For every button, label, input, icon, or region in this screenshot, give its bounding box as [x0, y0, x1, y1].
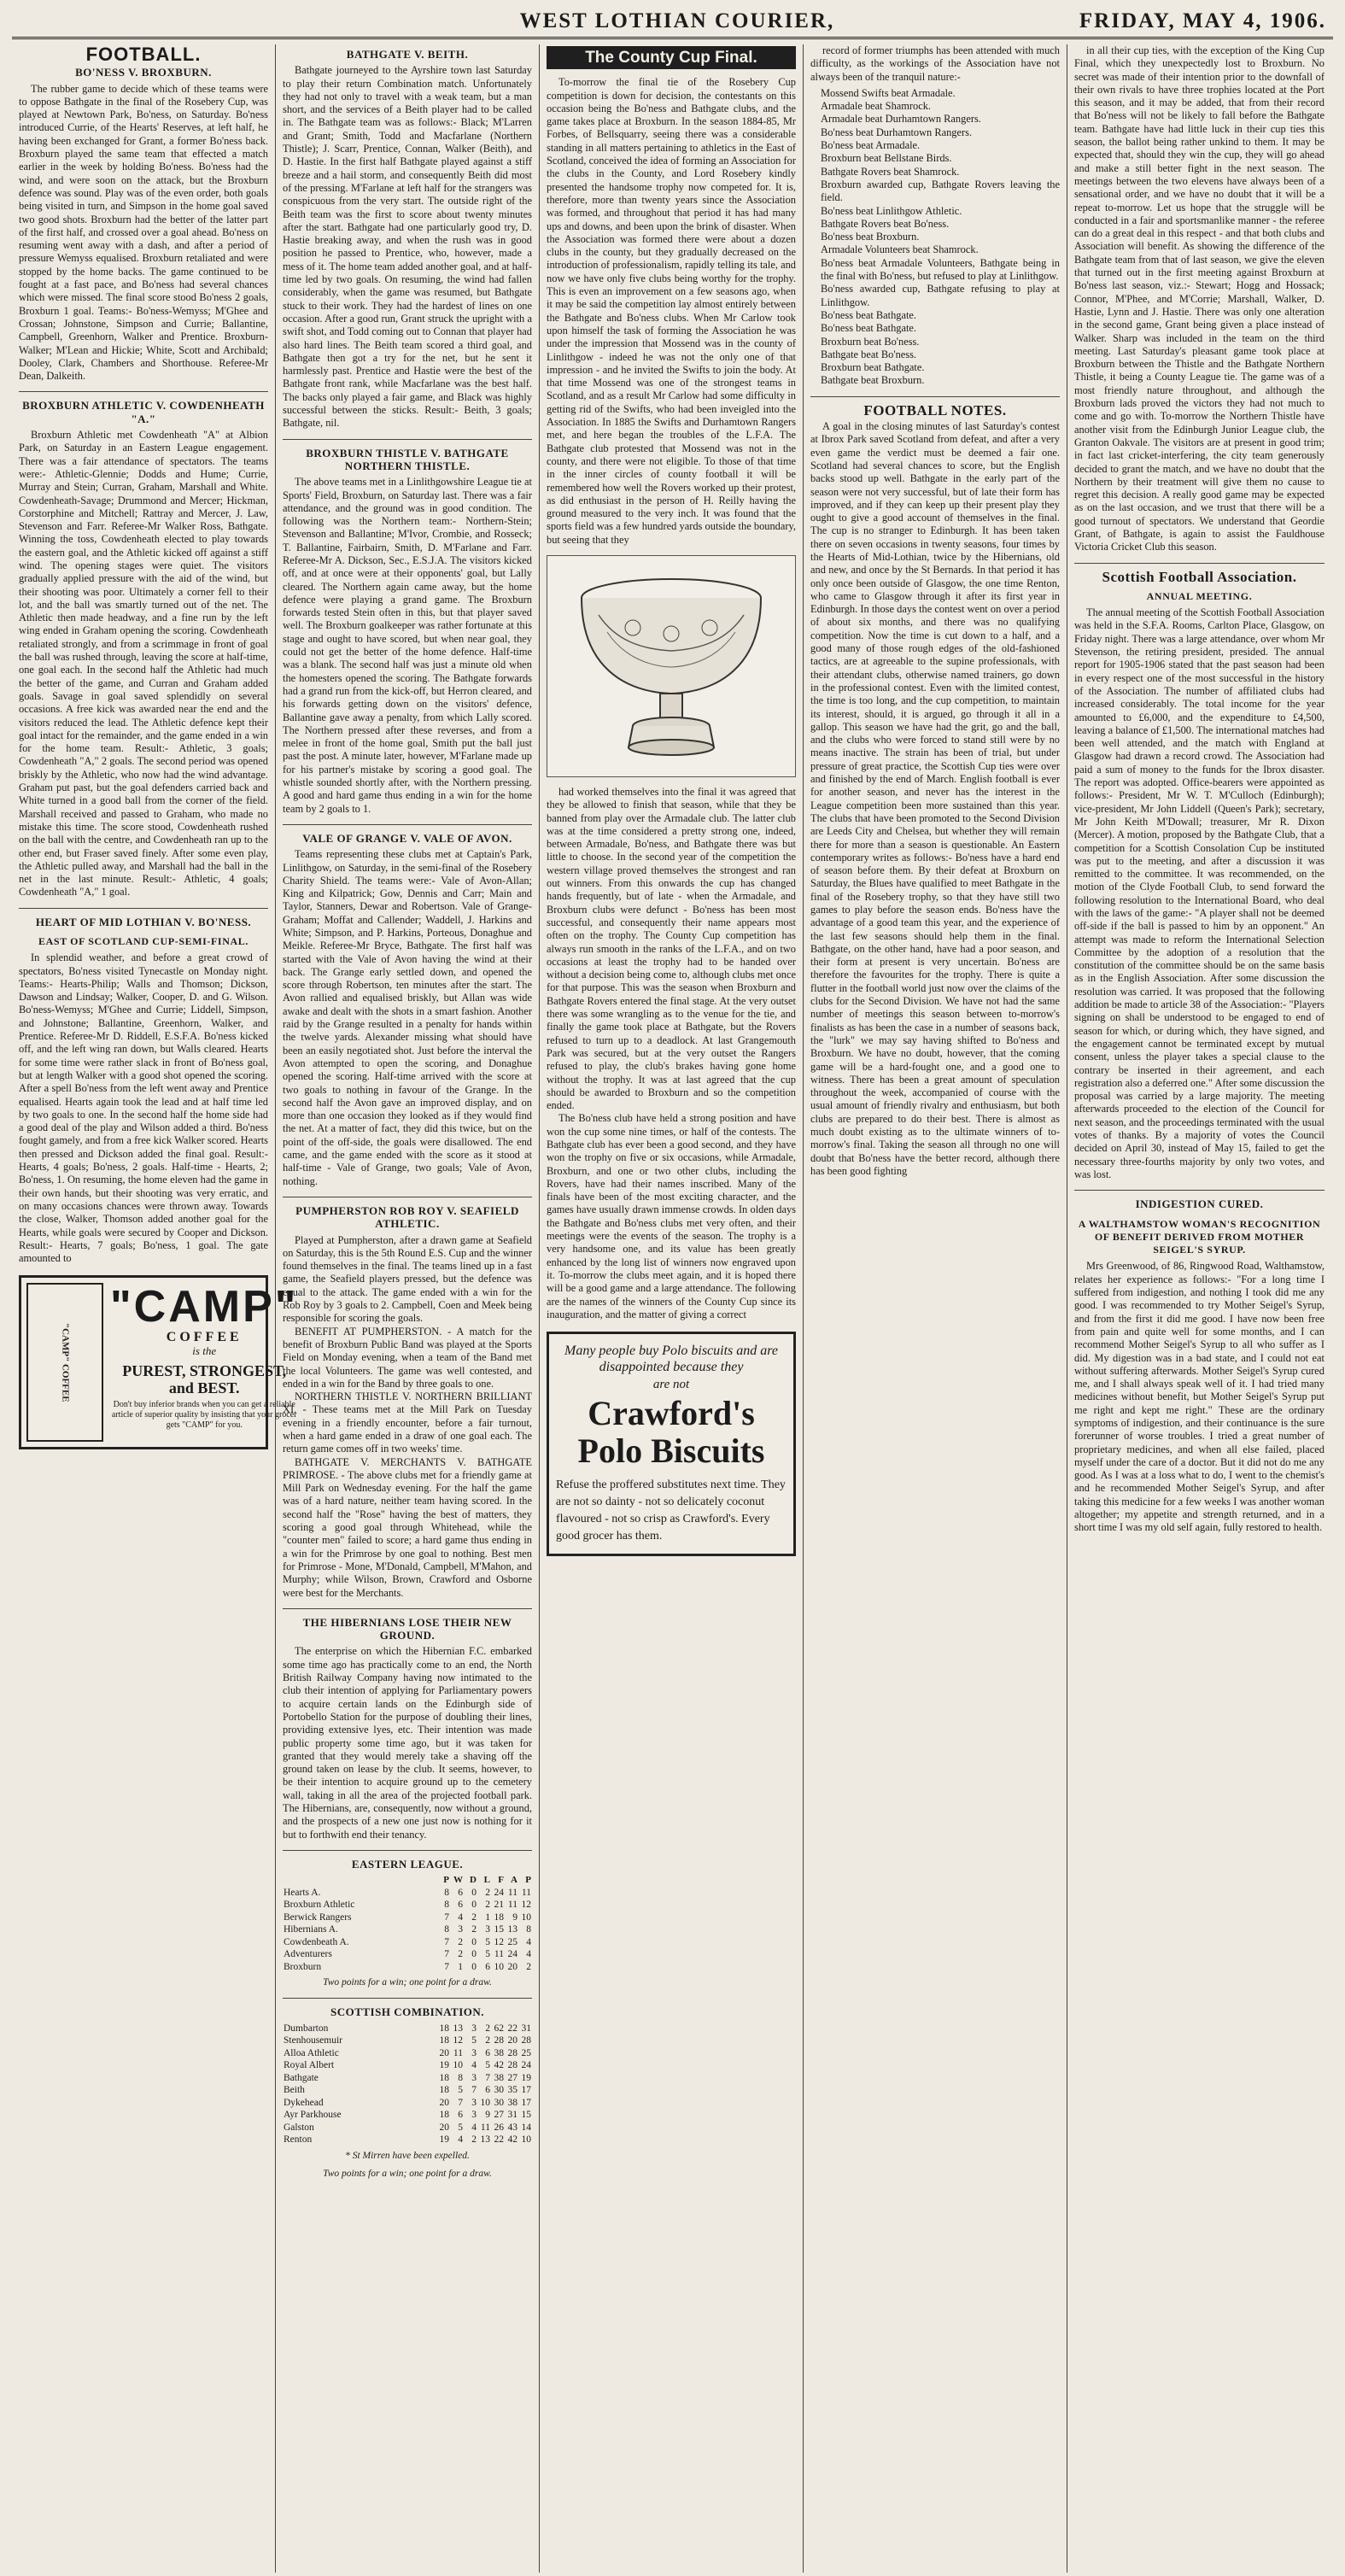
stat-cell: 7: [471, 2085, 477, 2096]
league-header-row: [283, 1874, 532, 1887]
stat-cell: 5: [485, 1949, 490, 1960]
list-item: Broxburn awarded cup, Bathgate Rovers leaving the field.: [821, 178, 1060, 204]
column-2: [276, 44, 540, 2573]
rosebery-cup-illustration: [547, 555, 796, 777]
league-note: Two points for a win; one point for a draw.: [323, 1977, 492, 1988]
stat-cell: 8: [444, 1900, 449, 1911]
article-heading: BO'NESS V. BROXBURN.: [75, 66, 212, 79]
stat-cell: 27: [507, 2072, 518, 2083]
stat-cell: 42: [494, 2060, 504, 2071]
list-item: Broxburn beat Bellstane Birds.: [821, 152, 952, 165]
stat-cell: 24: [494, 1887, 504, 1898]
article-heading: HEART OF MID LOTHIAN V. BO'NESS.: [19, 908, 268, 928]
article-body: Teams representing these clubs met at Captain's Park, Linlithgow, on Saturday, in the semi-final of the Rosebery Charity Shield. The teams were:- Vale of Avon-Allan; King and Kilpatrick; Gow, Dennis and Carr; Main and Taylor, Stanners, Dewar and Robertson. Vale of Grange-Graham; Moffat and Callender; Waddell, J. Harkins and White; Simpson, and P. Harkins, Porteous, Donaghue and Meikle. Referee-Mr Bryce, Bathgate. The first half was started with the Vale of Avon having the wind at their back. The Grange early settled down, and opened the score through Robertson, ten minutes after the start. The Avon rallied and equalised briskly, but Allan was wide awake and dealt with the shots in a smart fashion. Another raid by the Grange resulted in a penalty for hands within the twelve yards. Alexander missing what should have been an easily negotiated shot. Just before the interval the Avon attempted to open the scoring, and Donaghue opened the scoring. Half-time arrived with the score at two goals to nothing in favour of the Grange. In the second half the Avon gave an improved display, and on more than one occasion they looked as if they would find the net. At a matter of fact, they did this twice, but on the point of the off-side, the goals were disallowed. The end came, and the game ended with the score as it stood at half-time - Vale of Grange, two goals; Vale of Avon, nothing.: [283, 848, 532, 1187]
stat-cell: 9: [512, 1912, 518, 1923]
stat-cell: 25: [507, 1936, 518, 1947]
table-row: [283, 1936, 532, 1949]
article-body: The rubber game to decide which of these teams were to oppose Bathgate in the final of the Rosebery Cup, was played at Newtown Park, Bo'ness, on Saturday. Bo'ness introduced Currie, of the Hearts' Reserves, at left half, he having been exchanged for Grant, a former Bo'ness back. Broxburn played the same team that effected a match earlier in the week by holding Bo'ness. Bo'ness had the wind, and were soon on the attack, but the Broxburn defence was sound. Play was of the even order, both goals being visited in turn, and Simpson in the home goal saved two good shots. Broxburn had the better of the latter part of the first half, and crossed over a goal ahead. Bo'ness on resuming went away with a dash, and after a period of pressure Wemyss equalised. Broxburn retaliated and were stopped by the home backs. The game continued to be fought at a fast pace, and Bo'ness had several chances which were missed. The final score stood Bo'ness 2 goals, Broxburn 1 goal. Teams:- Bo'ness-Wemyss; M'Ghee and Crossan; Johnstone, Simpson and Currie; Ballantine, Campbell, Greenhorn, Walker and Prentice. Broxburn-Walker; M'Lean and Hickie; White, Scott and Archibald; Dooley, Clark, Chambers and Shorthouse. Referee-Mr Dean, Dalkeith.: [19, 82, 268, 383]
article-body: record of former triumphs has been attended with much difficulty, as the workings of the Association have not always been of the tranquil nature:-: [810, 44, 1060, 83]
article-body: had worked themselves into the final it was agreed that they be allowed to finish that season, while that they be banned from play over the Armadale club. The latter club was at the time considered a pretty strong one, indeed, between Armadale, Bo'ness, and Bathgate there was but little to choose. In the second year of the competition the western village proved themselves the strongest and ran out winners. From this onwards the cup has changed hands frequently, but of late - when the Armadale, and Broxburn clubs were defunct - Bo'ness has been most successful, and consequently their name appears most often on the trophy. The County Cup competition has always run smooth in the ranks of the L.F.A., and on two occasions at least the trophy had to be handed over without a decision being come to, although clubs met once for that purpose. This was the season when Broxburn and Bathgate Rovers entered the final stage. At the very outset there was some wrangling as to the venue for the tie, and finally the game took place at Bathgate, but the Rovers refused to turn up to a deadlock. At last Grangemouth Park was secured, but at the very outset the Rangers refused to play, the club's brakes having gone home without the trophy. It was at last agreed that the cup should be awarded to Broxburn and so the competition ended.: [547, 785, 796, 1112]
stat-cell: 13: [453, 2023, 463, 2034]
stat-cell: 8: [458, 2072, 463, 2083]
article-heading: BATHGATE V. BEITH.: [346, 48, 469, 61]
article-body: The Bo'ness club have held a strong position and have won the cup some nine times, or half of the contests. The Bathgate club has ever been a good second, and they have won the trophy on five or six occasions, while Armadale, Broxburn, and one or two other clubs, including the Rovers, have had their names inscribed. Many of the finals have been of the most exciting character, and the games have usually drawn immense crowds. In olden days the Bathgate and Bo'ness clubs met very often, and their meetings were the events of the season. The trophy is a very handsome one, and its value has been greatly enhanced by the long list of winners now engraved upon it. To-morrow the clubs meet again, and it is hoped there will be a good game and a large attendance. The following are the names of the winners of the County Cup since its inauguration, and the matter of giving a correct: [547, 1112, 796, 1320]
stat-cell: 8: [526, 1924, 531, 1935]
stat-cell: 22: [494, 2134, 504, 2146]
stat-cell: 11: [521, 1887, 531, 1898]
eastern-league-rows: [283, 1887, 532, 1974]
stat-cell: 10: [480, 2097, 490, 2108]
team-name-cell: Alloa Athletic: [284, 2047, 339, 2058]
stat-cell: 2: [471, 2134, 477, 2146]
stat-cell: 10: [521, 1912, 531, 1923]
stat-cell: 7: [458, 2097, 463, 2108]
team-name-cell: Bathgate: [284, 2072, 319, 2083]
stat-cell: 4: [526, 1936, 531, 1947]
stat-cell: 2: [458, 1949, 463, 1960]
stat-cell: 12: [494, 1936, 504, 1947]
column-3: [540, 44, 804, 2573]
list-item: Bo'ness awarded cup, Bathgate refusing to play at Linlithgow.: [821, 283, 1060, 308]
table-row: [283, 1923, 532, 1936]
stat-cell: 14: [521, 2122, 531, 2133]
stat-cell: 8: [444, 1924, 449, 1935]
stat-cell: 2: [485, 2023, 490, 2034]
article-subheading: EAST OF SCOTLAND CUP-SEMI-FINAL.: [38, 935, 249, 947]
stat-cell: 5: [471, 2035, 477, 2046]
stat-cell: 4: [458, 1912, 463, 1923]
article-body: The enterprise on which the Hibernian F.C. embarked some time ago has practically come to an end, the North British Railway Company having now intimated to the club their intention of applying for Parliamentary powers to acquire certain lands on the Edinburgh side of Portobello Station for the purpose of doubling their lines, providing extensive lyes, etc. Their intention was made public property some time ago, but it was taken for granted that they would merely take a shaving off the ground taken on lease by the club. It seems, however, to be their intention to acquire ground up to the cemetery wall, taking in all the area of the projected football park. The Hibernians, are, consequently, now without a ground, and the prospects of a new one just now is nothing for it but to forthwith end their tenancy.: [283, 1645, 532, 1841]
team-name-cell: Royal Albert: [284, 2060, 335, 2071]
article-body: To-morrow the final tie of the Rosebery Cup competition is down for decision, the contestants on this occasion being the Bo'ness and Bathgate clubs, and the game takes place at Broxburn. In the season 1884-85, Mr Forbes, of Bellsquarry, seeing there was a considerable standing in all matters pertaining to athletics in the East of Scotland, conceived the idea of forming an Association for the clubs in the County, and Lord Rosebery kindly presented the handsome trophy now competed for. It is, therefore, more than twenty years since the Association was formed, and throughout that period it has had many ups and downs, and been upon the brink of disaster. When the Association was formed there were about a dozen clubs in the county, but they gradually decreased on the introduction of professionalism, rapidly telling its tale, and now we have only five clubs being worthy for the trophy. This is even an improvement on a few seasons ago, when it may be said the competition lay almost entirely between the Bathgate and Bo'ness clubs. When Mr Carlow took upon himself the task of forming the Association he was under the impression that Mossend was in the county of Linlithgow - indeed he was not the only one of that impression - and he invited the Swifts to join the body. At that time Mossend was one of the strongest teams in Scotland, and as a result Mr Carlow had some difficulty in getting rid of the Swifts, who had been inveigled into the Association. In 1885 the Swifts and Durhamtown Rangers met, and here began the troubles of the L.F.A. The Bathgate club protested that Mossend was not in the county, and there were not eligible. To those of that time in the inner circles of county football it will be remembered how well the Rovers worked up their protest, as did enthusiast in the person of H. Reilly having the ground measured to the very inch. It was found that the sports field was a few hundred yards outside the boundary, but seeing that they: [547, 76, 796, 546]
stat-cell: 8: [444, 1887, 449, 1898]
advert-product: COFFEE: [166, 1330, 243, 1345]
stat-cell: 20: [439, 2122, 449, 2133]
stat-cell: 28: [507, 2047, 518, 2058]
stat-cell: 2: [485, 1900, 490, 1911]
list-item: Bathgate Rovers beat Shamrock.: [821, 165, 960, 178]
stat-cell: 11: [507, 1900, 518, 1911]
article-body: NORTHERN THISTLE V. NORTHERN BRILLIANT XI. - These teams met at the Mill Park on Tuesday evening in a friendly encounter, before a fair turnout, when a hard game ended in a draw of one goal each. The return game comes off in two weeks' time.: [283, 1390, 532, 1455]
advert-tagline: Don't buy inferior brands when you can get a reliable article of superior quality by insisting that your grocer gets "CAMP" for you.: [111, 1400, 297, 1431]
stat-cell: 26: [494, 2122, 504, 2133]
stat-cell: 13: [480, 2134, 490, 2146]
stat-cell: 9: [485, 2110, 490, 2121]
masthead-date: FRIDAY, MAY 4, 1906.: [1079, 9, 1326, 32]
table-row: [283, 1912, 532, 1924]
county-cup-banner: The County Cup Final.: [547, 46, 796, 69]
camp-coffee-advert: [19, 1275, 299, 1449]
stat-cell: 15: [521, 2110, 531, 2121]
stat-cell: 5: [458, 2122, 463, 2133]
league-header-cell: L: [483, 1875, 490, 1886]
crawfords-polo-advert: [547, 1332, 796, 1556]
stat-cell: 22: [507, 2023, 518, 2034]
stat-cell: 12: [521, 1900, 531, 1911]
list-item: Bo'ness beat Armadale.: [821, 139, 921, 152]
stat-cell: 19: [439, 2134, 449, 2146]
list-item: Bo'ness beat Durhamtown Rangers.: [821, 126, 973, 138]
stat-cell: 24: [521, 2060, 531, 2071]
eastern-league-table: [283, 1874, 532, 1973]
combination-title: SCOTTISH COMBINATION.: [283, 1998, 532, 2018]
stat-cell: 11: [507, 1887, 518, 1898]
stat-cell: 17: [521, 2097, 531, 2108]
stat-cell: 43: [507, 2122, 518, 2133]
stat-cell: 28: [494, 2035, 504, 2046]
stat-cell: 31: [521, 2023, 531, 2034]
league-header-cell: [283, 1874, 436, 1887]
stat-cell: 21: [494, 1900, 504, 1911]
table-row: [283, 2034, 532, 2047]
stat-cell: 11: [494, 1949, 504, 1960]
stat-cell: 18: [439, 2035, 449, 2046]
stat-cell: 38: [494, 2047, 504, 2058]
stat-cell: 7: [444, 1936, 449, 1947]
list-item: Armadale beat Shamrock.: [821, 100, 932, 113]
league-header-cell: A: [511, 1875, 518, 1886]
table-row: [283, 2047, 532, 2060]
stat-cell: 2: [471, 1912, 477, 1923]
league-title: EASTERN LEAGUE.: [283, 1850, 532, 1871]
stat-cell: 7: [444, 1961, 449, 1972]
stat-cell: 18: [439, 2072, 449, 2083]
article-body: BENEFIT AT PUMPHERSTON. - A match for the benefit of Broxburn Public Band was played at the Sports Field on Monday evening, when a team of the Band met the local Volunteers. The game was well contested, and ended in a win for the Band by three goals to one.: [283, 1325, 532, 1390]
stat-cell: 3: [458, 1924, 463, 1935]
stat-cell: 62: [494, 2023, 504, 2034]
section-title-football: FOOTBALL.: [85, 44, 202, 65]
article-body: Mrs Greenwood, of 86, Ringwood Road, Walthamstow, relates her experience as follows:- "For a long time I suffered from indigestion, and nothing I took did me any good. I was recommended to try Mother Seigel's Syrup, and from the first it did me good. I have now been free from pain and quite well for some months, and I can recommend Mother Seigel's Syrup to all who suffer as I did. My digestion was in a bad state, and I could not eat without suffering afterwards. Mother Seigel's Syrup cured me, and I shall always speak well of it. I had tried many medicines without benefit, but Mother Seigel's Syrup put me right and kept me right." These are the ordinary symptoms of indigestion, and their continuance is the sure forerunner of worse troubles. I tried a great number of proprietary medicines, and when all else failed, placed myself under the care of a doctor. But it did not do me any good. As I was at a loss what to do, I went to the chemist's and he recommended Mother Seigel's Syrup, and after taking this medicine for a few weeks I was another woman altogether; my appetite and strength returned, and in a short time I was my old self again, fully restored to health.: [1074, 1260, 1325, 1534]
article-heading: THE HIBERNIANS LOSE THEIR NEW GROUND.: [283, 1608, 532, 1642]
league-header-cell: D: [470, 1875, 477, 1886]
trophy-icon: [564, 564, 778, 769]
list-item: Mossend Swifts beat Armadale.: [821, 86, 956, 99]
stat-cell: 13: [507, 1924, 518, 1935]
advert-text: [110, 1283, 298, 1442]
stat-cell: 15: [494, 1924, 504, 1935]
league-header-cell: F: [498, 1875, 504, 1886]
table-row: [283, 2059, 532, 2072]
article-heading: FOOTBALL NOTES.: [810, 396, 1060, 417]
team-name-cell: Ayr Parkhouse: [284, 2110, 342, 2121]
coffee-bottle-icon: [26, 1283, 103, 1442]
stat-cell: 1: [485, 1912, 490, 1923]
stat-cell: 4: [471, 2122, 477, 2133]
stat-cell: 28: [521, 2035, 531, 2046]
list-item: Broxburn beat Bo'ness.: [821, 335, 920, 348]
stat-cell: 0: [471, 1887, 477, 1898]
stat-cell: 6: [458, 1900, 463, 1911]
list-item: Bo'ness beat Armadale Volunteers, Bathgate being in the final with Bo'ness, but refused to play at Linlithgow.: [821, 256, 1060, 283]
team-name-cell: Hibernians A.: [284, 1924, 338, 1935]
table-row: [283, 2023, 532, 2035]
combination-note: * St Mirren have been expelled.: [345, 2150, 470, 2161]
article-body: Broxburn Athletic met Cowdenheath "A" at Albion Park, on Saturday in an Eastern League engagement. There was a fair attendance of spectators. The teams were:- Athletic-Glennie; Dodds and Hume; Currie, Murray and Stein; Curran, Graham, Marshall and White. Cowdenheath-Savage; Drummond and Mercer; Hickman, Corstorphine and Mitchell; Rattray and Mercer, J. Law, Stevenson and Farr. Referee-Mr Walker Ross, Bathgate. Winning the toss, Cowdenheath elected to play towards the eastern goal, and the Athletic kicked off against a stiff wind. The opening stages were quiet. The visitors gradually applied pressure with the aid of the wind, but their shooting was poor. Ultimately a corner fell to their lot, and the ball was smartly turned out of the net. The Athletic then made headway, and a fine run by the left wing ended in Graham opening the scoring. Cowdenheath retaliated strongly, and from a scrimmage in front of goal the ball was rushed through, leaving the score at half-time, one goal each. In the second half the Athletic had much the better of the game, and Curran and Graham added goals. Savage in goal saved splendidly on several occasions. A free kick was awarded near the end and the visitors reduced the lead. The Athletic defence kept their goal intact for the remainder, and the game ended in a win for the home team. Result:- Athletic, 3 goals; Cowdenheath "A," 2 goals. The second period was opened briskly by the Athletic, who now had the wind advantage. Graham put past, but the goal defenders carried back and White turned in a good ball from the corner of the field. Marshall received and passed to Graham, who made no mistake this time. The score stood, Cowdenheath rushed on the ball with the centre, and Cowdenheath ran up to the other end, but Fraser saved finely. After some even play, the Athletic pulled away, and Marshall had the ball in the net in the last minute. Result:- Athletic, 4 goals; Cowdenheath "A," 1 goal.: [19, 429, 268, 899]
advert-top: Many people buy Polo biscuits and are disappointed because they: [564, 1344, 779, 1375]
stat-cell: 38: [494, 2072, 504, 2083]
column-4: [804, 44, 1067, 2573]
column-5: [1067, 44, 1331, 2573]
table-row: [283, 1899, 532, 1912]
league-header-cell: W: [453, 1875, 463, 1886]
advert-are-not: are not: [652, 1378, 690, 1392]
team-name-cell: Hearts A.: [284, 1887, 321, 1898]
stat-cell: 11: [453, 2047, 463, 2058]
advert-product: Polo Biscuits: [577, 1431, 765, 1471]
stat-cell: 5: [458, 2085, 463, 2096]
stat-cell: 2: [485, 2035, 490, 2046]
stat-cell: 7: [444, 1949, 449, 1960]
stat-cell: 3: [471, 2047, 477, 2058]
table-row: [283, 1961, 532, 1974]
bottle-label: "CAMP" COFFEE: [60, 1323, 71, 1402]
stat-cell: 6: [485, 2085, 490, 2096]
team-name-cell: Beith: [284, 2085, 305, 2096]
stat-cell: 17: [521, 2085, 531, 2096]
article-subheading: A WALTHAMSTOW WOMAN'S RECOGNITION OF BENEFIT DERIVED FROM MOTHER SEIGEL'S SYRUP.: [1078, 1217, 1321, 1256]
stat-cell: 18: [439, 2110, 449, 2121]
stat-cell: 2: [458, 1936, 463, 1947]
article-heading: INDIGESTION CURED.: [1074, 1190, 1325, 1210]
combination-note: Two points for a win; one point for a draw.: [323, 2169, 492, 2180]
article-body: in all their cup ties, with the exception of the King Cup Final, which they unexpectedly lost to Broxburn. No secret was made of their intention prior to the downfall of their own rivals to have three trophies located at the Port this season, and it may be added, that from their record that Bo'ness will not be likely to fall before the Bathgate team. Bathgate have had little luck in their cup ties this season, the ballot being rather unkind to them. It may be expected that, should they win the cup, they will go ahead and make a still better fight in the next season. The meetings between the two elevens have always been of a sensational order, and we have no doubt that it will be a repeat to-morrow. Let us hope that the struggle will be conducted in a fair and sportsmanlike manner - the referee can do a great deal in this respect - and that both clubs and Association will benefit. As showing the difference of the Bathgate team from that of last season, we give the eleven that turned out in the first meeting against Broxburn at Bo'ness last season, viz.:- Stewart; Hogg and Hossack; Connor, M'Phee, and M'Corrie; Marshall, Walker, D. Hastie, Lynn and J. Hastie. There was only one alteration in the second game, Grant being given a place instead of Walker. Sharp was included in the team on the third meeting. Last Saturday's pleasant game took place at Broxburn between the Thistle and the Bathgate Northern Thistle, it being a County League tie. The game was of a most friendly nature throughout, and although the Broxburn lads proved the victors they had not much to come and go with. To-morrow the Northern Thistle have another visit from the Edinburgh Junior League club, the Granton Oakvale. The visitors are at present in good trim; in fact last cricket-interfering, the city team generously decided to grant the match, and we have no doubt that the Northern by their treatment will give them no cause to regret this decision. A really good game may be expected as on the last occasion, and we trust that there will be a good turnout of spectators. We understand that Geordie Grant, of Bathgate, is again to assist the Fauldhouse Victoria Cricket Club this season.: [1074, 44, 1325, 553]
article-body: Bathgate journeyed to the Ayrshire town last Saturday to play their return Combination match. Unfortunately they had not only to travel with a weak team, but a man short, and the services of a Beith player had to be called in. The Bathgate team was as follows:- Black; M'Larren and Grant; Smith, Todd and Macfarlane (Northern Thistle); J. Scarr, Prentice, Connan, Walker (Beith), and D. Hastie. In the first half Bathgate played against a stiff breeze and a hail storm, and consequently Beith did most of the pressing. M'Farlane at left half for the strangers was conspicuous from the very start. The outside right of the Beith team was the first to score about twenty minutes after the start. Bathgate had one particularly good try, D. Hastie breaking away, and when the rush was in good position he passed to Prentice, who, however, made a mess of it. The home team added another goal, and at half-time led by two goals. On resuming, the wind had fallen considerably, when the game was resumed, but Bathgate stuck to their work. They had the hardest of lines on one occasion. After a good run, Grant struck the upright with a swift shot, and Todd coming out to Connan that player had also hard lines. The Beith team scored a third goal, and Bathgate then got a try for the net, but he sent it harmlessly past. Prentice and Hastie were the best of the Bathgate front rank, while Macfarlane was the best half. The backs only played a fair game, and Black was highly successful between the sticks. Result:- Beith, 3 goals; Bathgate, nil.: [283, 64, 532, 430]
stat-cell: 19: [521, 2072, 531, 2083]
stat-cell: 6: [458, 1887, 463, 1898]
advert-line2: PUREST, STRONGEST, and BEST.: [122, 1362, 287, 1397]
stat-cell: 3: [471, 2023, 477, 2034]
team-name-cell: Adventurers: [284, 1949, 332, 1960]
article-heading: VALE OF GRANGE V. VALE OF AVON.: [283, 824, 532, 845]
team-name-cell: Galston: [284, 2122, 314, 2133]
masthead: [12, 0, 1333, 39]
columns: [12, 44, 1333, 2573]
stat-cell: 6: [458, 2110, 463, 2121]
stat-cell: 7: [485, 2072, 490, 2083]
list-item: Armadale Volunteers beat Shamrock.: [821, 243, 979, 256]
list-item: Bo'ness beat Linlithgow Athletic.: [821, 204, 962, 217]
stat-cell: 30: [494, 2097, 504, 2108]
stat-cell: 3: [471, 2110, 477, 2121]
combination-table: [283, 2023, 532, 2146]
article-heading: BROXBURN ATHLETIC V. COWDENHEATH "A.": [19, 391, 268, 425]
team-name-cell: Renton: [284, 2134, 313, 2146]
stat-cell: 7: [444, 1912, 449, 1923]
team-name-cell: Broxburn Athletic: [284, 1900, 355, 1911]
article-heading: BROXBURN THISTLE V. BATHGATE NORTHERN THISTLE.: [283, 439, 532, 473]
article-body: The above teams met in a Linlithgowshire League tie at Sports' Field, Broxburn, on Saturday last. There was a fair attendance, and the ground was in good condition. The following was the Northern team:- Northern-Stein; Stevenson and Ballantine; M'Ivor, Crombie, and Rosseck; T. Ballantine, Fairbairn, Smith, D. M'Farlane and Farr. Referee-Mr A. Dickson, Sec., E.S.J.A. The visitors kicked off, and at once were at their opponents' goal, but Lally cleared. The Northern again came away, but the home defence were playing a grand game. The Broxburn forwards tested Stein often in this, but that player saved well. The Broxburn goalkeeper was rather fortunate at this stage and ought to have scored, but when near goal, they could not get the better of the home defence. Half-time was a blank. The second half was just a minute old when the homesters opened the scoring. The Bathgate forwards had a grand run from the kick-off, but Herron cleared, and his forwards getting down on the visitors' defence, Ballantine gave away a penalty, from which Lally scored. The Northern pressed after these reverses, and from a melee in front of the home goal, Smith put the ball just past the post. A minute later, however, M'Farlane made up for his partner's mistake by scoring a good goal. The whistle sounded shortly after, with the Northern pressing. A good and hard game thus ending in a win for the home team by 2 goals to 1.: [283, 476, 532, 815]
stat-cell: 20: [507, 2035, 518, 2046]
table-row: [283, 1887, 532, 1900]
team-name-cell: Berwick Rangers: [284, 1912, 352, 1923]
advert-bottom: Refuse the proffered substitutes next time. They are not so dainty - not so delicately coconut flavoured - not so crisp as Crawford's. Every good grocer has them.: [556, 1478, 786, 1543]
article-body: Played at Pumpherston, after a drawn game at Seafield on Saturday, this is the 5th Round E.S. Cup and the winner found themselves in the final. The teams lined up in a fast game, the Seafield players pressed, but the defence was equal to the attack. The game ended with a win for the Rob Roy by 3 goals to 2. Campbell, Coen and Meek being responsible for scoring the goals.: [283, 1233, 532, 1325]
list-item: Armadale beat Durhamtown Rangers.: [821, 113, 981, 126]
table-row: [283, 2097, 532, 2110]
stat-cell: 27: [494, 2110, 504, 2121]
stat-cell: 2: [526, 1961, 531, 1972]
combination-rows: [283, 2023, 532, 2146]
stat-cell: 0: [471, 1949, 477, 1960]
list-item: Bo'ness beat Bathgate.: [821, 322, 916, 335]
stat-cell: 2: [485, 1887, 490, 1898]
stat-cell: 10: [494, 1961, 504, 1972]
list-item: Bathgate beat Bo'ness.: [821, 348, 916, 360]
list-item: Bathgate Rovers beat Bo'ness.: [821, 217, 950, 230]
stat-cell: 0: [471, 1961, 477, 1972]
stat-cell: 10: [453, 2060, 463, 2071]
stat-cell: 42: [507, 2134, 518, 2146]
masthead-title: WEST LOTHIAN COURIER,: [519, 9, 835, 32]
stat-cell: 25: [521, 2047, 531, 2058]
stat-cell: 10: [521, 2134, 531, 2146]
article-subheading: ANNUAL MEETING.: [1146, 589, 1253, 602]
stat-cell: 35: [507, 2085, 518, 2096]
table-row: [283, 2109, 532, 2122]
stat-cell: 3: [485, 1924, 490, 1935]
list-item: Bathgate beat Broxburn.: [821, 374, 925, 387]
stat-cell: 11: [480, 2122, 490, 2133]
team-name-cell: Cowdenbeath A.: [284, 1936, 349, 1947]
stat-cell: 12: [453, 2035, 463, 2046]
stat-cell: 6: [485, 2047, 490, 2058]
advert-line1: is the: [192, 1344, 217, 1357]
stat-cell: 20: [439, 2047, 449, 2058]
advert-brand: Crawford's: [588, 1394, 755, 1433]
stat-cell: 20: [439, 2097, 449, 2108]
stat-cell: 30: [494, 2085, 504, 2096]
stat-cell: 4: [526, 1949, 531, 1960]
table-row: [283, 1948, 532, 1961]
stat-cell: 3: [471, 2072, 477, 2083]
stat-cell: 24: [507, 1949, 518, 1960]
team-name-cell: Broxburn: [284, 1961, 322, 1972]
article-body: In splendid weather, and before a great crowd of spectators, Bo'ness visited Tynecastle on Monday night. Teams:- Hearts-Philip; Walls and Thomson; Dickson, Dawson and Lindsay; Walker, Cooper, D. and G. Wilson. Bo'ness-Wemyss; M'Ghee and Currie; Liddell, Simpson, and Johnstone; Ballantine, Greenhorn, Walker, and Prentice. Referee-Mr D. Riddell, E.S.F.A. Bo'ness kicked off, and the left wing ran down, but Walls cleared. Hearts for some time were rather slack in front of Bo'ness goal, but at length Walker with a good shot opened the scoring. After a spell Bo'ness from the left went away and Prentice equalised. Hearts again took the lead and at half time led by two goals to one. In the second half the home side had a good deal of the play and Wilson added a third. Bo'ness fought gamely, and from a free kick Walker scored. Hearts then pressed and Dickson added the final goal. Result:- Hearts, 4 goals; Bo'ness, 2 goals. Half-time - Hearts, 2; Bo'ness, 1. On resuming, the home eleven had the game in their own hands, but their shooting was very erratic, and on many occasions chances were thrown away. Towards the close, Walker, Thomson added another goal for the Hearts, while goals were secured by Cooper and Dickson. Result:- Hearts, 7 goals; Bo'ness, 1 goal. The gate amounted to: [19, 951, 268, 1265]
advert-brand: "CAMP": [110, 1282, 299, 1332]
stat-cell: 20: [507, 1961, 518, 1972]
stat-cell: 31: [507, 2110, 518, 2121]
stat-cell: 5: [485, 1936, 490, 1947]
article-heading: Scottish Football Association.: [1074, 563, 1325, 583]
stat-cell: 4: [471, 2060, 477, 2071]
cup-winners-list: [821, 87, 1060, 388]
stat-cell: 0: [471, 1900, 477, 1911]
league-header-cell: P: [443, 1875, 449, 1886]
article-heading: PUMPHERSTON ROB ROY V. SEAFIELD ATHLETIC.: [283, 1197, 532, 1231]
article-body: The annual meeting of the Scottish Football Association was held in the S.F.A. Rooms, Carlton Place, Glasgow, on Friday night. There was a large attendance, over whom Mr Stevenson, the retiring president, presided. The annual report for 1905-1906 stated that the past season had been in every respect one of the most successful in the history of the Association. The number of affiliated clubs had increased considerably. The total income for the year amounted to £6,000, and the expenditure to £4,500, leaving a balance of £1,500. The international matches had been well attended, and the match with England at Glasgow had drawn a record crowd. The Association had paid a sum of money to the funds for the Ibrox disaster. The report was adopted. Office-bearers were appointed as follows:- President, Mr W. T. M'Culloch (Edinburgh); vice-president, Mr John Liddell (Queen's Park); secretary, Mr John Keith M'Dowall; treasurer, Mr R. Dixon (Mercer). A motion, proposed by the Bathgate Club, that a competition for a Scottish Consolation Cup be instituted was put to the meeting, and after a discussion it was remitted to the committee. It was recommended, on the motion of the Clyde Football Club, to send forward the following resolution to the International Board, who deal with the laws of the game:- "A player shall not be deemed off-side if the ball is passed to him by an opponent." An attempt was made to reform the International Selection Committee by the adoption of a resolution that the constitution of the committee should be on the same basis as in the English Association. After some discussion the resolution was carried. It was proposed that the following addition be made to article 38 of the Association:- "Players signing on shall be understood to be engaged to end of season for which, or during which, they have signed, and the engagement cannot be terminated except by mutual consent, unless the player takes a special clause to the contrary be inserted in their agreement, and each registration also a deferred one." After some discussion the proposal was carried by a large majority. The meeting afterwards proceeded to the election of the Council for next season, and the proceedings terminated with the usual votes of thanks. By a majority of votes the Council decided on April 30, instead of May 15, failed to get the necessary three-fourths majority by only two votes, and was lost.: [1074, 606, 1325, 1180]
team-name-cell: Stenhousemuir: [284, 2035, 342, 2046]
table-row: [283, 2072, 532, 2085]
stat-cell: 1: [458, 1961, 463, 1972]
stat-cell: 18: [494, 1912, 504, 1923]
stat-cell: 18: [439, 2085, 449, 2096]
article-body: BATHGATE V. MERCHANTS V. BATHGATE PRIMROSE. - The above clubs met for a friendly game at Mill Park on Wednesday evening. For the half the game was of a hard nature, neither team having scored. In the second half the "Rose" having the best of matters, they scoring a good goal through Whitehead, while the "counter men" failed to score; a hard game thus ending in a win for the Primrose by one goal to nothing. Best men for Primrose - Mone, M'Donald, Campbell, M'Mahon, and Murphy; while Wilson, Brown, Crawford and Osborne were best for the Merchants.: [283, 1455, 532, 1599]
list-item: Bo'ness beat Bathgate.: [821, 308, 916, 321]
stat-cell: 0: [471, 1936, 477, 1947]
stat-cell: 6: [485, 1961, 490, 1972]
stat-cell: 19: [439, 2060, 449, 2071]
stat-cell: 4: [458, 2134, 463, 2146]
stat-cell: 5: [485, 2060, 490, 2071]
stat-cell: 3: [471, 2097, 477, 2108]
team-name-cell: Dumbarton: [284, 2023, 329, 2034]
list-item: Broxburn beat Bathgate.: [821, 361, 925, 374]
team-name-cell: Dykehead: [284, 2097, 324, 2108]
table-row: [283, 2084, 532, 2097]
stat-cell: 28: [507, 2060, 518, 2071]
table-row: [283, 2122, 532, 2134]
list-item: Bo'ness beat Broxburn.: [821, 231, 920, 243]
table-row: [283, 2134, 532, 2146]
league-header-cell: P: [525, 1875, 531, 1886]
stat-cell: 18: [439, 2023, 449, 2034]
stat-cell: 2: [471, 1924, 477, 1935]
stat-cell: 38: [507, 2097, 518, 2108]
article-body: A goal in the closing minutes of last Saturday's contest at Ibrox Park saved Scotland from defeat, and after a very even game the verdict must be deemed a fair one. Scotland had several chances to score, but the English backs stood up well. Bathgate in the early part of the season were not very successful, but of late their form has improved, and if they can keep up their present play they ought to give a good account of themselves in the final. The cup is no stranger to Edinburgh. It has been taken there on seven occasions in twenty seasons, four times by the Hearts of Mid-Lothian, twice by the Hibernians, old and new, and once by the St Bernards. In that period it has only once been outside of Glasgow, the one time Renton, who came to Glasgow through it after its first year in Edinburgh. In those days the contest went on over a period of about six months, and there was no qualifying competition. Now the time is cut down to a half, and a good many of those rough edges of the old-fashioned tactics, are at agreeable to the supine professionals, with their attendant clubs, otherwise named trainers, go down in the professional contest. Even with the limited contest, the time is too long, and the cup competition, to maintain its interest, should, it is argued, go through it all in a gallop. This season we have had the grit, go and the ball, and the clubs who were forced to stand still were by no means inactive. The strain has been of trial, but under pressure of great practice, the Scottish Cup ties were over and finished by the end of March. English football is ever for another season, and never has the interest in the League competition been more sustained than this year. The clubs that have been promoted to the Second Division are Leeds City and Chelsea, but whether they will remain there for more than a season is questionable. An Eastern contemporary writes as follows:- Bo'ness have a hard end of season before them. By their defeat at Broxburn on Saturday, the Blues have qualified to meet Bathgate in the final of the Rosebery trophy, so that they have still two games to play before the season ends. Bo'ness have the advantage of a good team this year, and the experience of the last few seasons should help them in the final. Bathgate, on the other hand, have had a poor season, and their form at present is very uncertain. Bo'ness are therefore the favourites for the trophy. There is quite a flutter in the football world just now over the claims of the clubs for the Second Division. We have not had the same number of meetings this season between to-morrow's finalists as has been the case in a number of seasons back, the "lurk" we may say having shifted to Bo'ness and Broxburn. We have no doubt, however, that the coming game will be a hard-fought one, and a good one to witness. There has been a great amount of speculation throughout the week, accompanied of course with the usual amount of friendly rivalry and enthusiasm, but both clubs are prepared to do their best. There is almost as much doubt existing as to the ultimate winners of to-morrow's final. Taking the season all through no one will doubt that Bo'ness have the better record, although there has been good fighting: [810, 420, 1060, 1177]
